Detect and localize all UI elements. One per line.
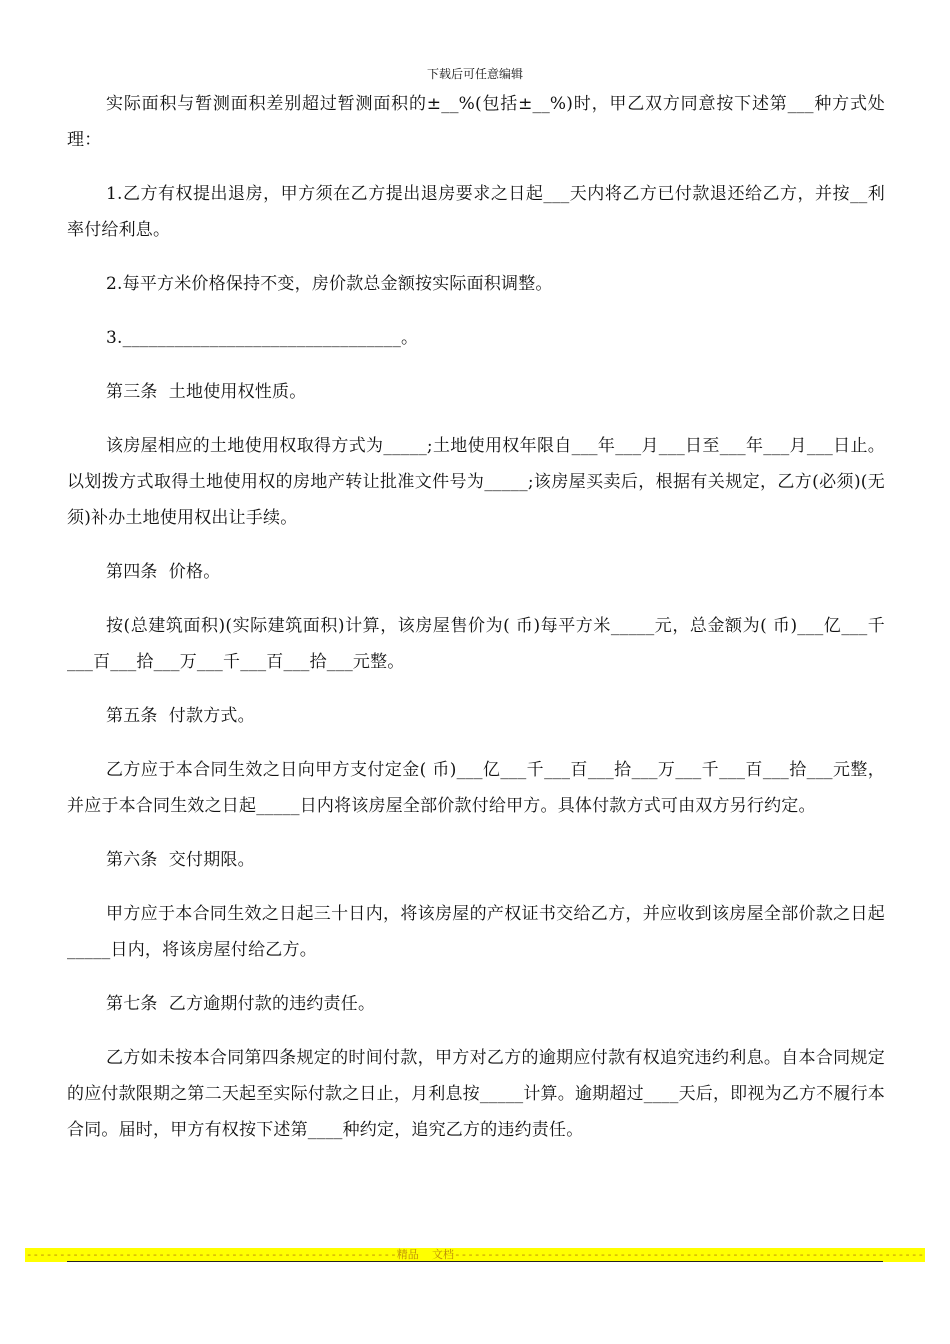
article-3-body: 该房屋相应的土地使用权取得方式为_____;土地使用权年限自___年___月___日至___年___月___日止。以划拨方式取得土地使用权的房地产转让批准文件号为_____;该房屋买卖后，根据有关规定，乙方(必须)(无须)补办土地使用权出让手续。 (67, 436, 885, 528)
header-note: 下载后可任意编辑 (426, 67, 523, 81)
article-4-body: 按(总建筑面积)(实际建筑面积)计算，该房屋售价为( 币)每平方米_____元，总金额为( 币)___亿___千___百___拾___万___千___百___拾___元整。 (67, 616, 885, 672)
article-4-heading: 第四条 价格。 (106, 562, 221, 582)
paragraph-option-1: 1.乙方有权提出退房，甲方须在乙方提出退房要求之日起___天内将乙方已付款退还给乙方，并按__利率付给利息。 (67, 184, 885, 240)
article-6-heading: 第六条 交付期限。 (106, 850, 255, 870)
footer-watermark: --------------------------------------------------------精品 文档----------------------------------------------------------------------- (25, 1248, 925, 1261)
paragraph-option-2: 2.每平方米价格保持不变，房价款总金额按实际面积调整。 (106, 274, 553, 294)
article-6-body: 甲方应于本合同生效之日起三十日内，将该房屋的产权证书交给乙方，并应收到该房屋全部价款之日起_____日内，将该房屋付给乙方。 (67, 904, 885, 960)
paragraph-option-3: 3.________________________________。 (106, 328, 419, 348)
article-3-heading: 第三条 土地使用权性质。 (106, 382, 307, 402)
paragraph-area-difference: 实际面积与暂测面积差别超过暂测面积的±__%(包括±__%)时，甲乙双方同意按下述第___种方式处理： (67, 94, 885, 150)
article-5-body: 乙方应于本合同生效之日向甲方支付定金( 币)___亿___千___百___拾___万___千___百___拾___元整，并应于本合同生效之日起_____日内将该房屋全部价款付给甲方。具体付款方式可由双方另行约定。 (67, 760, 885, 816)
article-7-body: 乙方如未按本合同第四条规定的时间付款，甲方对乙方的逾期应付款有权追究违约利息。自本合同规定的应付款限期之第二天起至实际付款之日止，月利息按_____计算。逾期超过____天后，即视为乙方不履行本合同。届时，甲方有权按下述第____种约定，追究乙方的违约责任。 (67, 1048, 885, 1140)
article-7-heading: 第七条 乙方逾期付款的违约责任。 (106, 994, 376, 1014)
footer-divider (67, 1261, 883, 1262)
article-5-heading: 第五条 付款方式。 (106, 706, 255, 726)
footer-band (0, 1243, 950, 1262)
document-body (67, 86, 885, 1166)
